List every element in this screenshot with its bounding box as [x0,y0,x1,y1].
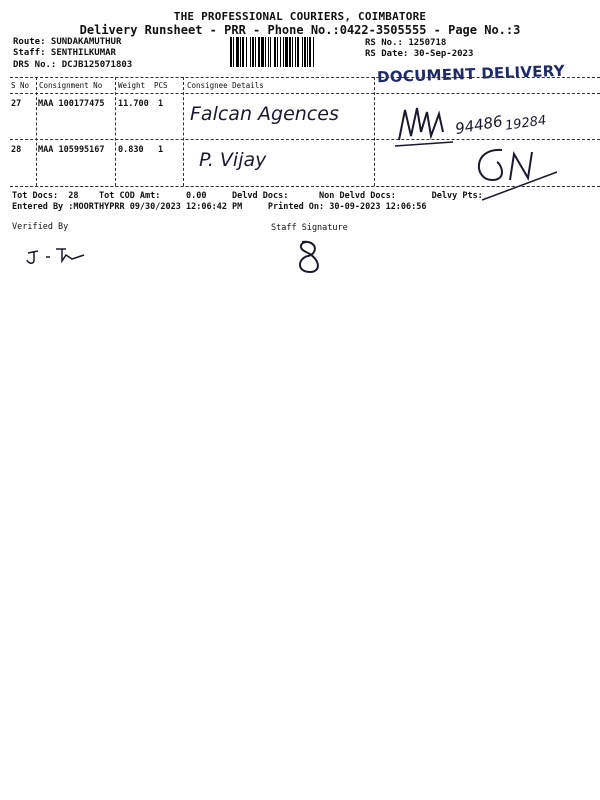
row-pcs: 1 [158,99,164,109]
column-divider [183,77,184,186]
route-label: Route: SUNDAKAMUTHUR [13,37,122,47]
entered-line: Entered By :MOORTHYPRR 09/30/2023 12:06:42 PM Printed On: 30-09-2023 12:06:56 [12,202,427,212]
receiver-signature-1 [395,102,455,147]
rs-date: RS Date: 30-Sep-2023 [365,49,474,59]
handwritten-note: 94486 [453,111,504,139]
handwritten-note: 19284 [504,113,548,134]
row-pcs: 1 [158,145,164,155]
barcode-image [230,37,355,67]
col-header-sno: S No [11,81,30,90]
column-divider [115,77,116,186]
staff-signature-label: Staff Signature [271,223,348,233]
verified-signature [24,245,94,267]
column-divider [374,77,375,186]
row-consignment: MAA 100177475 [38,99,105,109]
col-header-consignment: Consignment No [39,81,103,90]
totals-line: Tot Docs: 28 Tot COD Amt: 0.00 Delvd Docs: Non Delvd Docs: Delvy Pts: [12,191,483,201]
staff-label: Staff: SENTHILKUMAR [13,48,116,58]
row-weight: 0.830 [118,145,144,155]
col-header-weight: Weight [118,81,146,90]
col-header-consignee: Consignee Details [187,81,264,90]
document-delivery-stamp: DOCUMENT DELIVERY [376,61,566,87]
rs-number: RS No.: 1250718 [365,38,447,48]
row-consignee-handwritten: P. Vijay [199,149,267,171]
column-divider [36,77,37,186]
row-weight: 11.700 [118,99,149,109]
col-header-pcs: PCS [154,81,168,90]
verified-by-label: Verified By [12,222,69,232]
table-header-border [10,93,600,94]
row-consignment: MAA 105995167 [38,145,105,155]
company-title: THE PROFESSIONAL COURIERS, COIMBATORE [173,10,427,23]
footer-separator [10,186,600,187]
staff-signature [292,238,328,276]
row-sno: 28 [11,145,22,155]
table-top-border [10,77,600,78]
drs-number: DRS No.: DCJB125071803 [13,60,133,70]
row-sno: 27 [11,99,22,109]
runsheet-title: Delivery Runsheet - PRR - Phone No.:0422-3505555 - Page No.:3 [79,23,521,37]
row-consignee-handwritten: Falcan Agences [190,103,339,125]
